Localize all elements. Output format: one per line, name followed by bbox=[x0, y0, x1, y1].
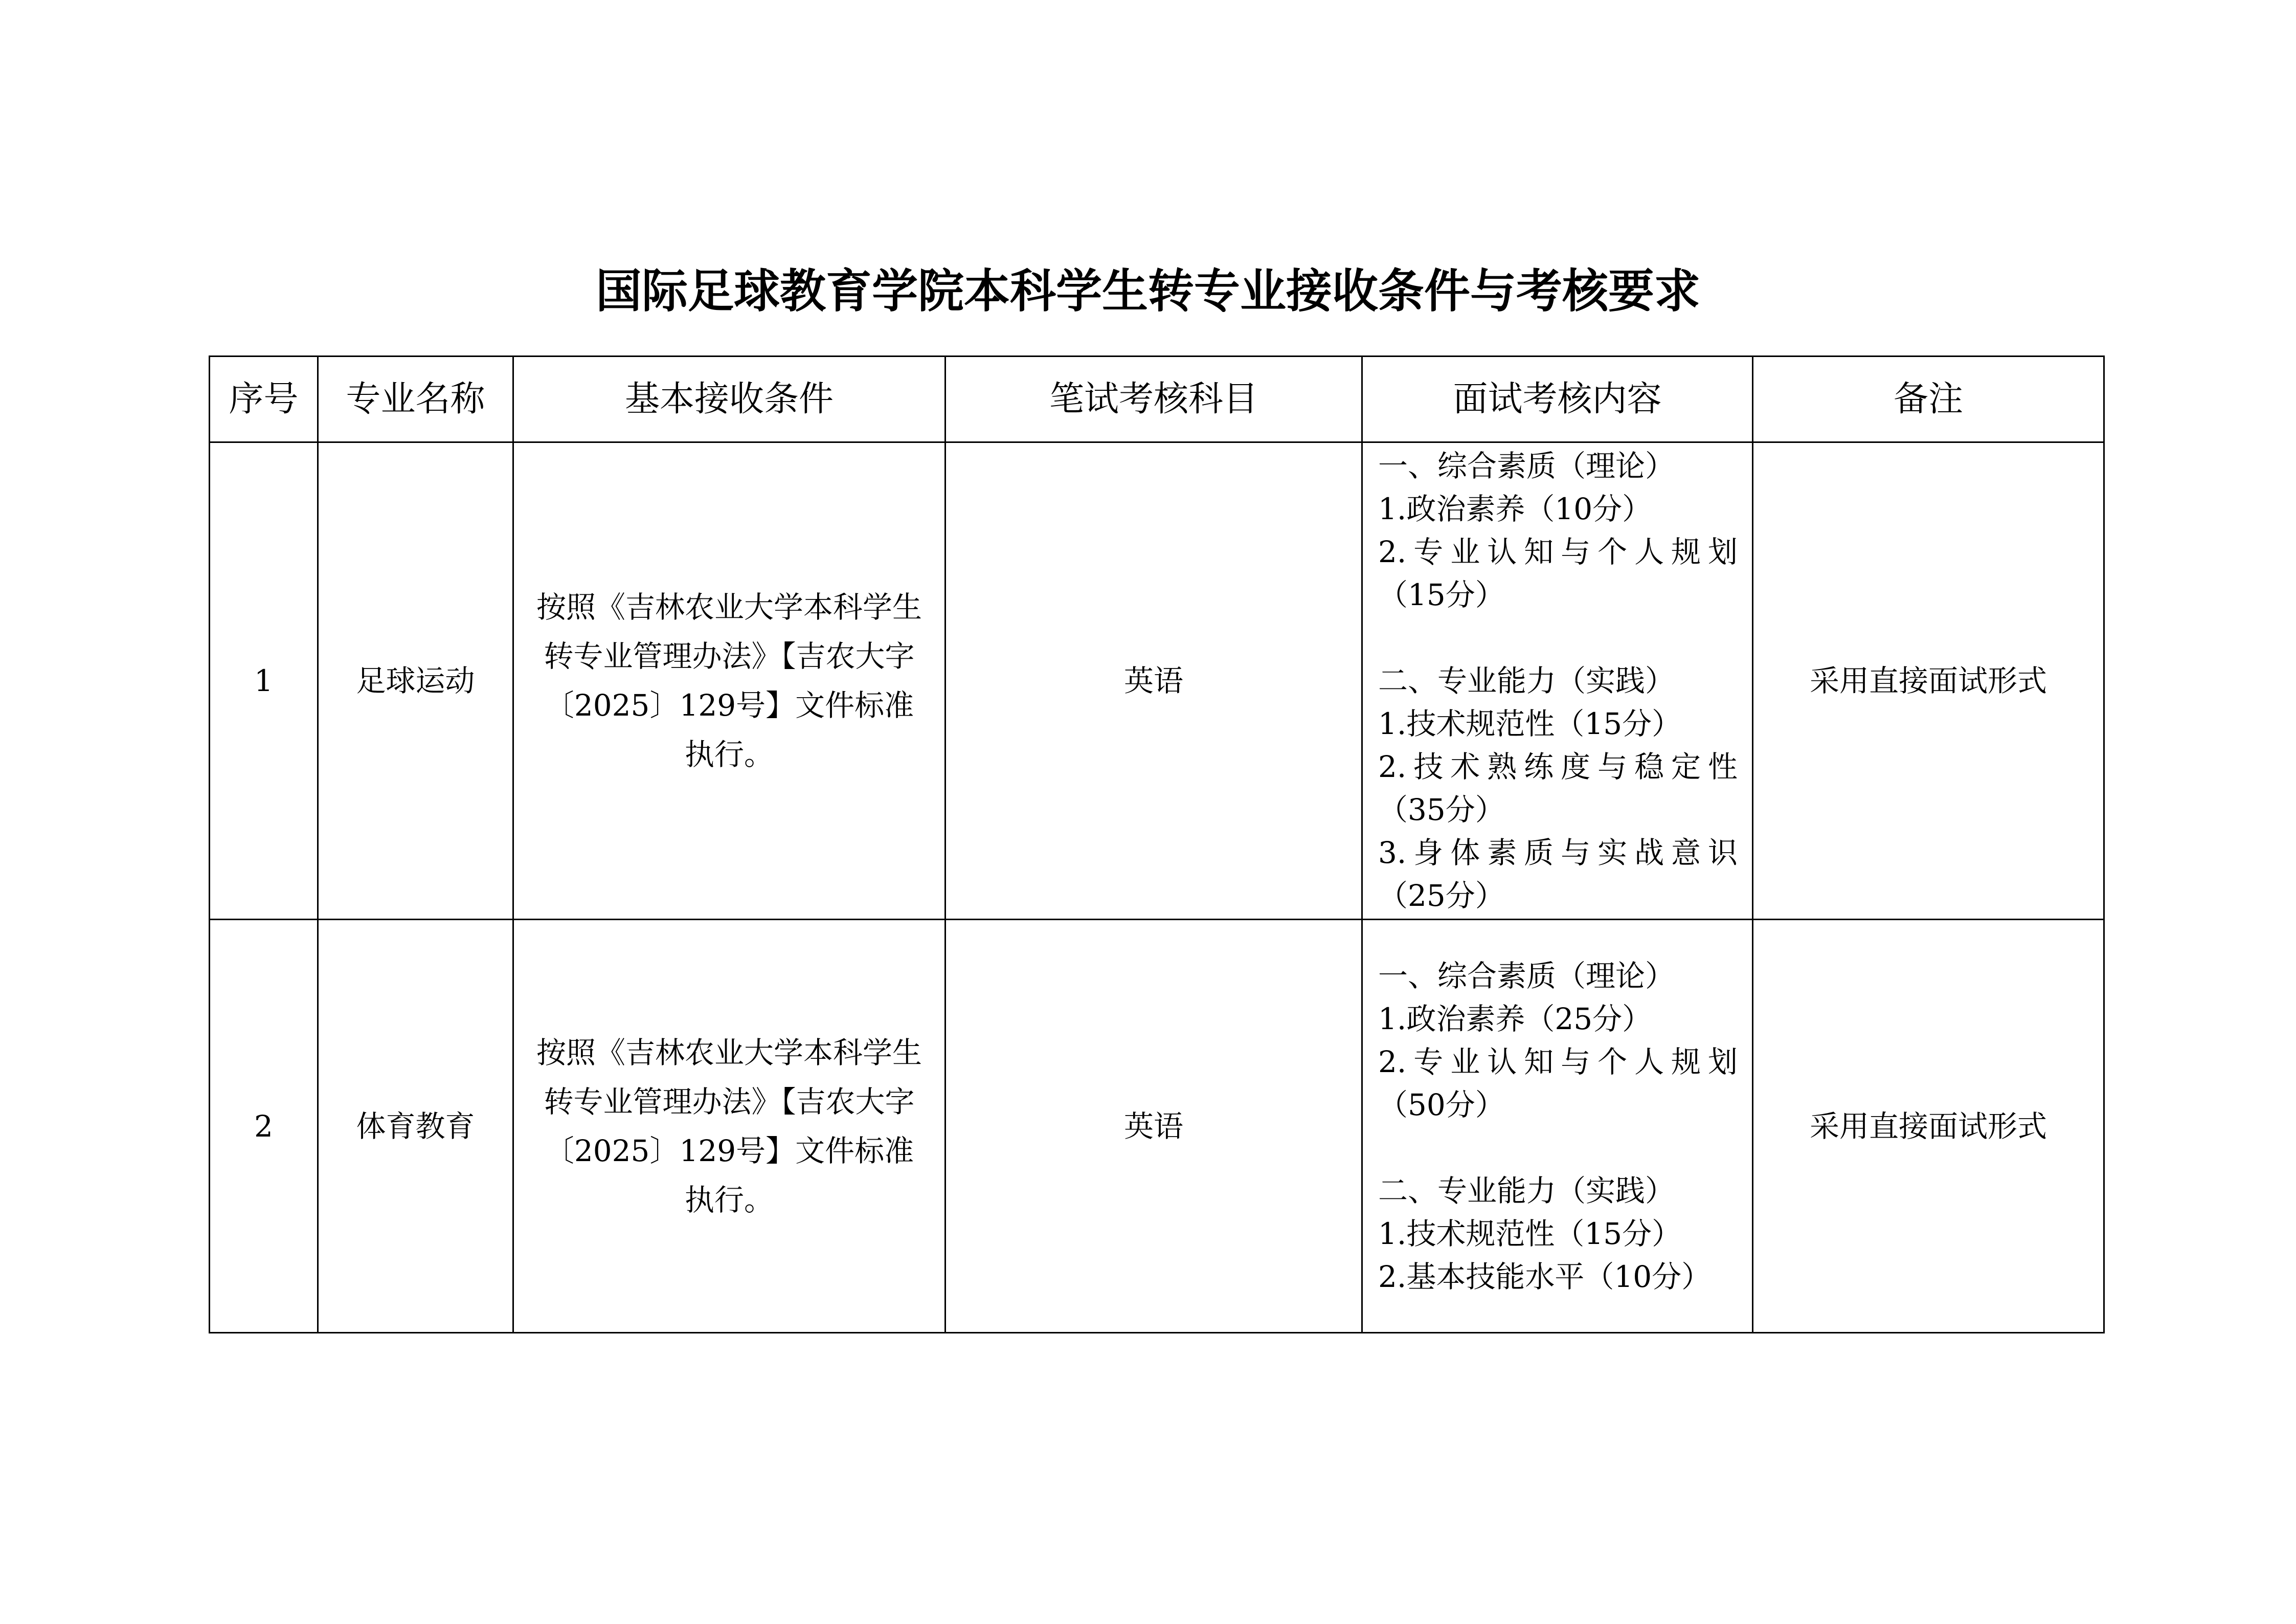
interview-item: 2.专业认知与个人规划（50分） bbox=[1378, 1044, 1738, 1122]
condition-text: 按照《吉林农业大学本科学生转专业管理办法》【吉农大字〔2025〕129号】文件标准执行。 bbox=[536, 1035, 922, 1217]
cell-condition bbox=[513, 442, 946, 920]
cell-major: 足球运动 bbox=[318, 442, 513, 920]
header-no: 序号 bbox=[210, 357, 318, 442]
cell-no: 1 bbox=[210, 442, 318, 920]
interview-item: 1.技术规范性（15分） bbox=[1378, 706, 1682, 741]
table-header-row bbox=[210, 357, 2104, 442]
cell-no: 2 bbox=[210, 920, 318, 1333]
header-remark: 备注 bbox=[1753, 357, 2104, 442]
interview-item: 3.身体素质与实战意识（25分） bbox=[1378, 835, 1738, 913]
cell-major: 体育教育 bbox=[318, 920, 513, 1333]
cell-interview bbox=[1362, 920, 1753, 1333]
header-written-exam: 笔试考核科目 bbox=[946, 357, 1362, 442]
table-row bbox=[210, 442, 2104, 920]
requirements-table bbox=[209, 355, 2105, 1333]
interview-section-title: 一、综合素质（理论） bbox=[1378, 449, 1675, 483]
cell-interview bbox=[1362, 442, 1753, 920]
interview-item: 2.基本技能水平（10分） bbox=[1378, 1259, 1712, 1294]
interview-content bbox=[1363, 954, 1752, 1298]
interview-item: 1.技术规范性（15分） bbox=[1378, 1216, 1682, 1251]
cell-written-exam: 英语 bbox=[946, 920, 1362, 1333]
interview-section-title: 二、专业能力（实践） bbox=[1378, 1173, 1675, 1208]
condition-text: 按照《吉林农业大学本科学生转专业管理办法》【吉农大字〔2025〕129号】文件标准执行。 bbox=[536, 590, 922, 772]
cell-remark: 采用直接面试形式 bbox=[1753, 920, 2104, 1333]
interview-spacer bbox=[1378, 1126, 1738, 1169]
interview-item: 2.专业认知与个人规划（15分） bbox=[1378, 535, 1738, 612]
cell-written-exam: 英语 bbox=[946, 442, 1362, 920]
interview-item: 2.技术熟练度与稳定性（35分） bbox=[1378, 749, 1738, 827]
interview-item: 1.政治素养（25分） bbox=[1378, 1001, 1652, 1036]
header-major: 专业名称 bbox=[318, 357, 513, 442]
interview-section-title: 一、综合素质（理论） bbox=[1378, 958, 1675, 993]
cell-remark: 采用直接面试形式 bbox=[1753, 442, 2104, 920]
header-interview: 面试考核内容 bbox=[1362, 357, 1753, 442]
interview-content bbox=[1363, 444, 1752, 917]
interview-section-title: 二、专业能力（实践） bbox=[1378, 663, 1675, 698]
interview-spacer bbox=[1378, 616, 1738, 659]
interview-item: 1.政治素养（10分） bbox=[1378, 492, 1652, 526]
cell-condition bbox=[513, 920, 946, 1333]
header-condition: 基本接收条件 bbox=[513, 357, 946, 442]
page-title: 国际足球教育学院本科学生转专业接收条件与考核要求 bbox=[596, 264, 1700, 318]
table-row bbox=[210, 920, 2104, 1333]
